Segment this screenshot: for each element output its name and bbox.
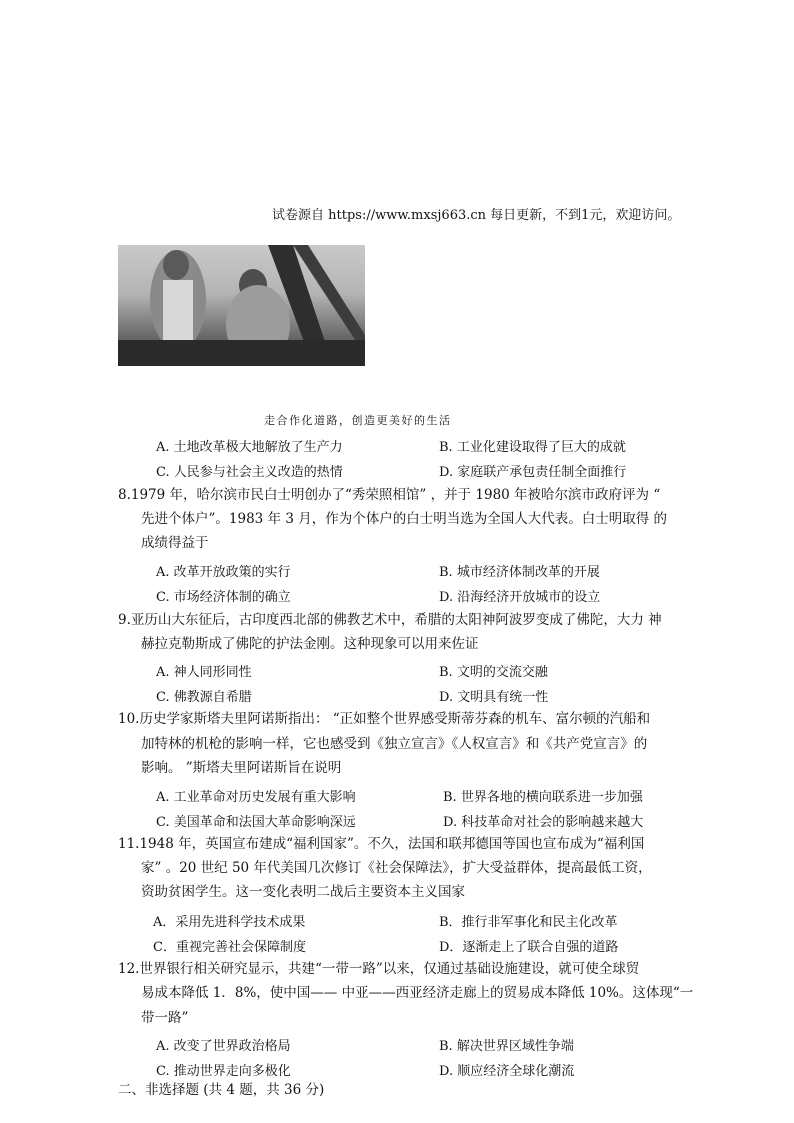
q9-option-c: C. 佛教源自希腊 [156, 690, 252, 705]
q9-line-1: 9.亚历山大东征后，古印度西北部的佛教艺术中，希腊的太阳神阿波罗变成了佛陀，大力 神 [118, 612, 662, 628]
q10-option-c: C. 美国革命和法国大革命影响深远 [156, 815, 356, 830]
q9-line-2: 赫拉克勒斯成了佛陀的护法金刚。这种现象可以用来佐证 [141, 636, 479, 652]
q8-option-a: A. 改革开放政策的实行 [156, 565, 291, 580]
source-notice: 试卷源自 https://www.mxsj663.cn 每日更新，不到1元，欢迎访问。 [272, 208, 681, 223]
q11-line-3: 资助贫困学生。这一变化表明二战后主要资本主义国家 [141, 884, 465, 900]
q11-option-b: B．推行非军事化和民主化改革 [439, 915, 618, 930]
q10-line-2: 加特林的机枪的影响一样，它也感受到《独立宣言》《人权宣言》和《共产党宣言》的 [141, 736, 648, 752]
q11-line-1: 11.1948 年，英国宣布建成“福利国家”。不久，法国和联邦德国等国也宣布成为“福利国 [118, 836, 645, 852]
q9-option-a: A. 神人同形同性 [156, 665, 252, 680]
q11-option-c: C．重视完善社会保障制度 [153, 940, 306, 955]
q8-option-c: C. 市场经济体制的确立 [156, 590, 291, 605]
q9-option-d: D. 文明具有统一性 [439, 690, 549, 705]
q7-option-a: A. 土地改革极大地解放了生产力 [156, 440, 343, 455]
q12-line-3: 带一路” [141, 1010, 189, 1026]
q11-option-a: A．采用先进科学技术成果 [153, 915, 306, 930]
q12-option-c: C. 推动世界走向多极化 [156, 1064, 291, 1079]
q12-option-d: D. 顺应经济全球化潮流 [439, 1064, 575, 1079]
q12-line-2: 易成本降低 1．8%，使中国—— 中亚——西亚经济走廊上的贸易成本降低 10%。这体现“一 [141, 985, 694, 1001]
q9-option-b: B. 文明的交流交融 [439, 665, 548, 680]
q7-option-b: B. 工业化建设取得了巨大的成就 [439, 440, 626, 455]
section-heading: 二、非选择题 (共 4 题，共 36 分) [118, 1082, 325, 1098]
q12-line-1: 12.世界银行相关研究显示，共建“一带一路”以来，仅通过基础设施建设，就可使全球贸 [118, 961, 640, 977]
q11-option-d: D．逐渐走上了联合自强的道路 [439, 940, 619, 955]
q10-option-b: B. 世界各地的横向联系进一步加强 [443, 790, 643, 805]
q12-option-a: A. 改变了世界政治格局 [156, 1039, 291, 1054]
q7-option-d: D. 家庭联产承包责任制全面推行 [439, 465, 627, 480]
q10-line-1: 10.历史学家斯塔夫里阿诺斯指出： “正如整个世界感受斯蒂芬森的机车、富尔顿的汽船和 [118, 711, 651, 727]
image-caption: 走合作化道路，创造更美好的生活 [264, 414, 452, 427]
q8-line-1: 8.1979 年，哈尔滨市民白士明创办了“秀荣照相馆” ，并于 1980 年被哈尔滨市政府评为 “ [118, 487, 661, 503]
q7-option-c: C. 人民参与社会主义改造的热情 [156, 465, 343, 480]
q12-option-b: B. 解决世界区域性争端 [439, 1039, 574, 1054]
q8-line-2: 先进个体户”。1983 年 3 月，作为个体户的白士明当选为全国人大代表。白士明取得 的 [141, 511, 668, 527]
q11-line-2: 家” 。20 世纪 50 年代美国几次修订《社会保障法》，扩大受益群体，提高最低工资， [141, 860, 652, 876]
q10-line-3: 影响。 ”斯塔夫里阿诺斯旨在说明 [141, 760, 342, 776]
q10-option-d: D. 科技革命对社会的影响越来越大 [443, 815, 644, 830]
historical-photo [118, 245, 365, 366]
q8-option-b: B. 城市经济体制改革的开展 [439, 565, 600, 580]
q10-option-a: A. 工业革命对历史发展有重大影响 [156, 790, 356, 805]
photo-illustration [118, 245, 365, 366]
q8-option-d: D. 沿海经济开放城市的设立 [439, 590, 601, 605]
q8-line-3: 成绩得益于 [141, 535, 209, 551]
